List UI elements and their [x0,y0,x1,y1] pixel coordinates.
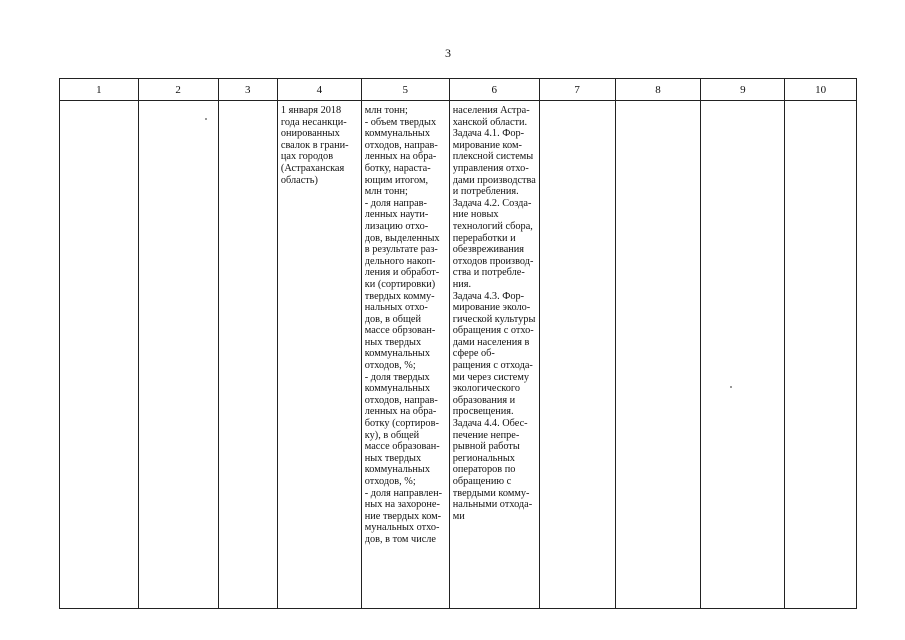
text-line: ботку, нараста- [364,162,431,174]
text-line: ние новых [452,209,499,221]
text-line: - доля твердых [364,371,430,383]
text-line: обращению с [452,476,512,487]
text-line: нальными отхода- [452,499,533,511]
text-line: мунальных отхо- [364,522,440,534]
text-line: ленных на обра- [364,406,437,418]
scan-speck [205,118,207,120]
text-line: ханской области. [452,116,528,128]
header-row [60,79,857,101]
text-line: управления отхо- [452,162,529,174]
column-header-6: 6 [449,79,539,101]
text-line: мирование эколо- [452,302,531,314]
text-line: массе образован- [364,441,440,453]
cell-col-10 [785,101,857,609]
text-line: дов, выделенных [364,232,440,244]
text-line: обращения с отхо- [452,325,534,337]
cell-col-6-text [450,101,539,522]
document-table [59,78,857,609]
cell-col-1 [60,101,139,609]
text-line: твердых комму- [364,290,435,302]
text-line: ства и потребле- [452,267,525,279]
text-line: ние твердых ком- [364,510,442,522]
column-header-1: 1 [60,79,139,101]
text-line: обезвреживания [452,244,525,256]
page-number: 3 [445,46,451,60]
text-line: отходов, %; [364,476,416,487]
text-line: печение непре- [452,429,520,441]
text-line: дельного накоп- [364,255,436,267]
text-line: отходов, направ- [364,394,438,406]
text-line: млн тонн; [364,186,408,198]
text-line: ления и обработ- [364,267,440,279]
cell-col-8 [615,101,701,609]
text-line: ращения с отхода- [452,360,533,372]
cell-col-4 [277,101,361,609]
cell-col-2 [138,101,218,609]
text-line: мирование ком- [452,139,522,151]
column-header-5: 5 [361,79,449,101]
text-line: - доля направлен- [364,487,443,499]
text-line: ми [452,510,465,522]
text-line: ния. [452,278,472,290]
text-line: ми через систему [452,371,529,383]
text-line: ленных наути- [364,209,429,221]
text-line: свалок в грани- [280,139,349,151]
cell-col-5 [361,101,449,609]
text-line: ки (сортировки) [364,278,436,290]
text-line: и потребления. [452,186,519,198]
column-header-9: 9 [701,79,785,101]
text-line: коммунальных [364,383,430,395]
cell-col-3 [218,101,277,609]
cell-col-6 [449,101,539,609]
text-line: отходов производ- [452,255,534,267]
text-line: года несанкци- [280,116,347,128]
text-line: (Астраханская [280,162,345,174]
text-line: ленных на обра- [364,151,437,163]
text-line: ных твердых [364,336,422,348]
column-header-3: 3 [218,79,277,101]
text-line: массе обрзован- [364,325,436,337]
text-line: ку), в общей [364,429,420,441]
text-line: экологического [452,383,521,395]
text-line: Задача 4.4. Обес- [452,418,528,430]
text-line: нальных отхо- [364,302,428,314]
text-line: дов, в общей [364,313,422,325]
text-line: млн тонн; [364,105,408,116]
text-line: дами производства [452,174,536,186]
text-line: переработки и [452,232,516,244]
text-line: ющим итогом, [364,174,429,186]
text-line: просвещения. [452,406,514,418]
text-line: в результате раз- [364,244,438,256]
text-line: коммунальных [364,348,430,360]
text-line: твердыми комму- [452,487,530,499]
text-line: дами населения в [452,336,530,348]
text-line: региональных [452,452,515,464]
text-line: отходов, %; [364,360,416,372]
text-line: Задача 4.2. Созда- [452,197,532,209]
text-line: дов, в том числе [364,533,436,545]
text-line: образования и [452,394,516,406]
cell-col-9 [701,101,785,609]
text-line: ботку (сортиров- [364,418,439,430]
table-row [60,101,857,609]
cell-col-7 [539,101,615,609]
column-header-4: 4 [277,79,361,101]
column-header-7: 7 [539,79,615,101]
text-line: технологий сбора, [452,220,533,232]
text-line: гической культуры [452,313,536,325]
scan-speck [730,386,732,388]
cell-col-5-text [362,101,449,546]
text-line: 1 января 2018 [280,105,342,116]
column-header-8: 8 [615,79,701,101]
text-line: плексной системы [452,151,534,163]
text-line: сфере об- [452,348,495,360]
column-header-10: 10 [785,79,857,101]
text-line: Задача 4.3. Фор- [452,290,525,302]
text-line: рывной работы [452,441,520,453]
text-line: ных на захороне- [364,499,440,511]
text-line: населения Астра- [452,105,530,116]
text-line: область) [280,174,318,186]
text-line: операторов по [452,464,516,476]
text-line: лизацию отхо- [364,220,429,232]
text-line: ных твердых [364,452,422,464]
text-line: отходов, направ- [364,139,438,151]
text-line: онированных [280,128,340,140]
text-line: цах городов [280,151,334,163]
text-line: коммунальных [364,464,430,476]
text-line: Задача 4.1. Фор- [452,128,525,140]
column-header-2: 2 [138,79,218,101]
text-line: коммунальных [364,128,430,140]
text-line: - объем твердых [364,116,437,128]
text-line: - доля направ- [364,197,427,209]
cell-col-4-text [278,101,361,186]
